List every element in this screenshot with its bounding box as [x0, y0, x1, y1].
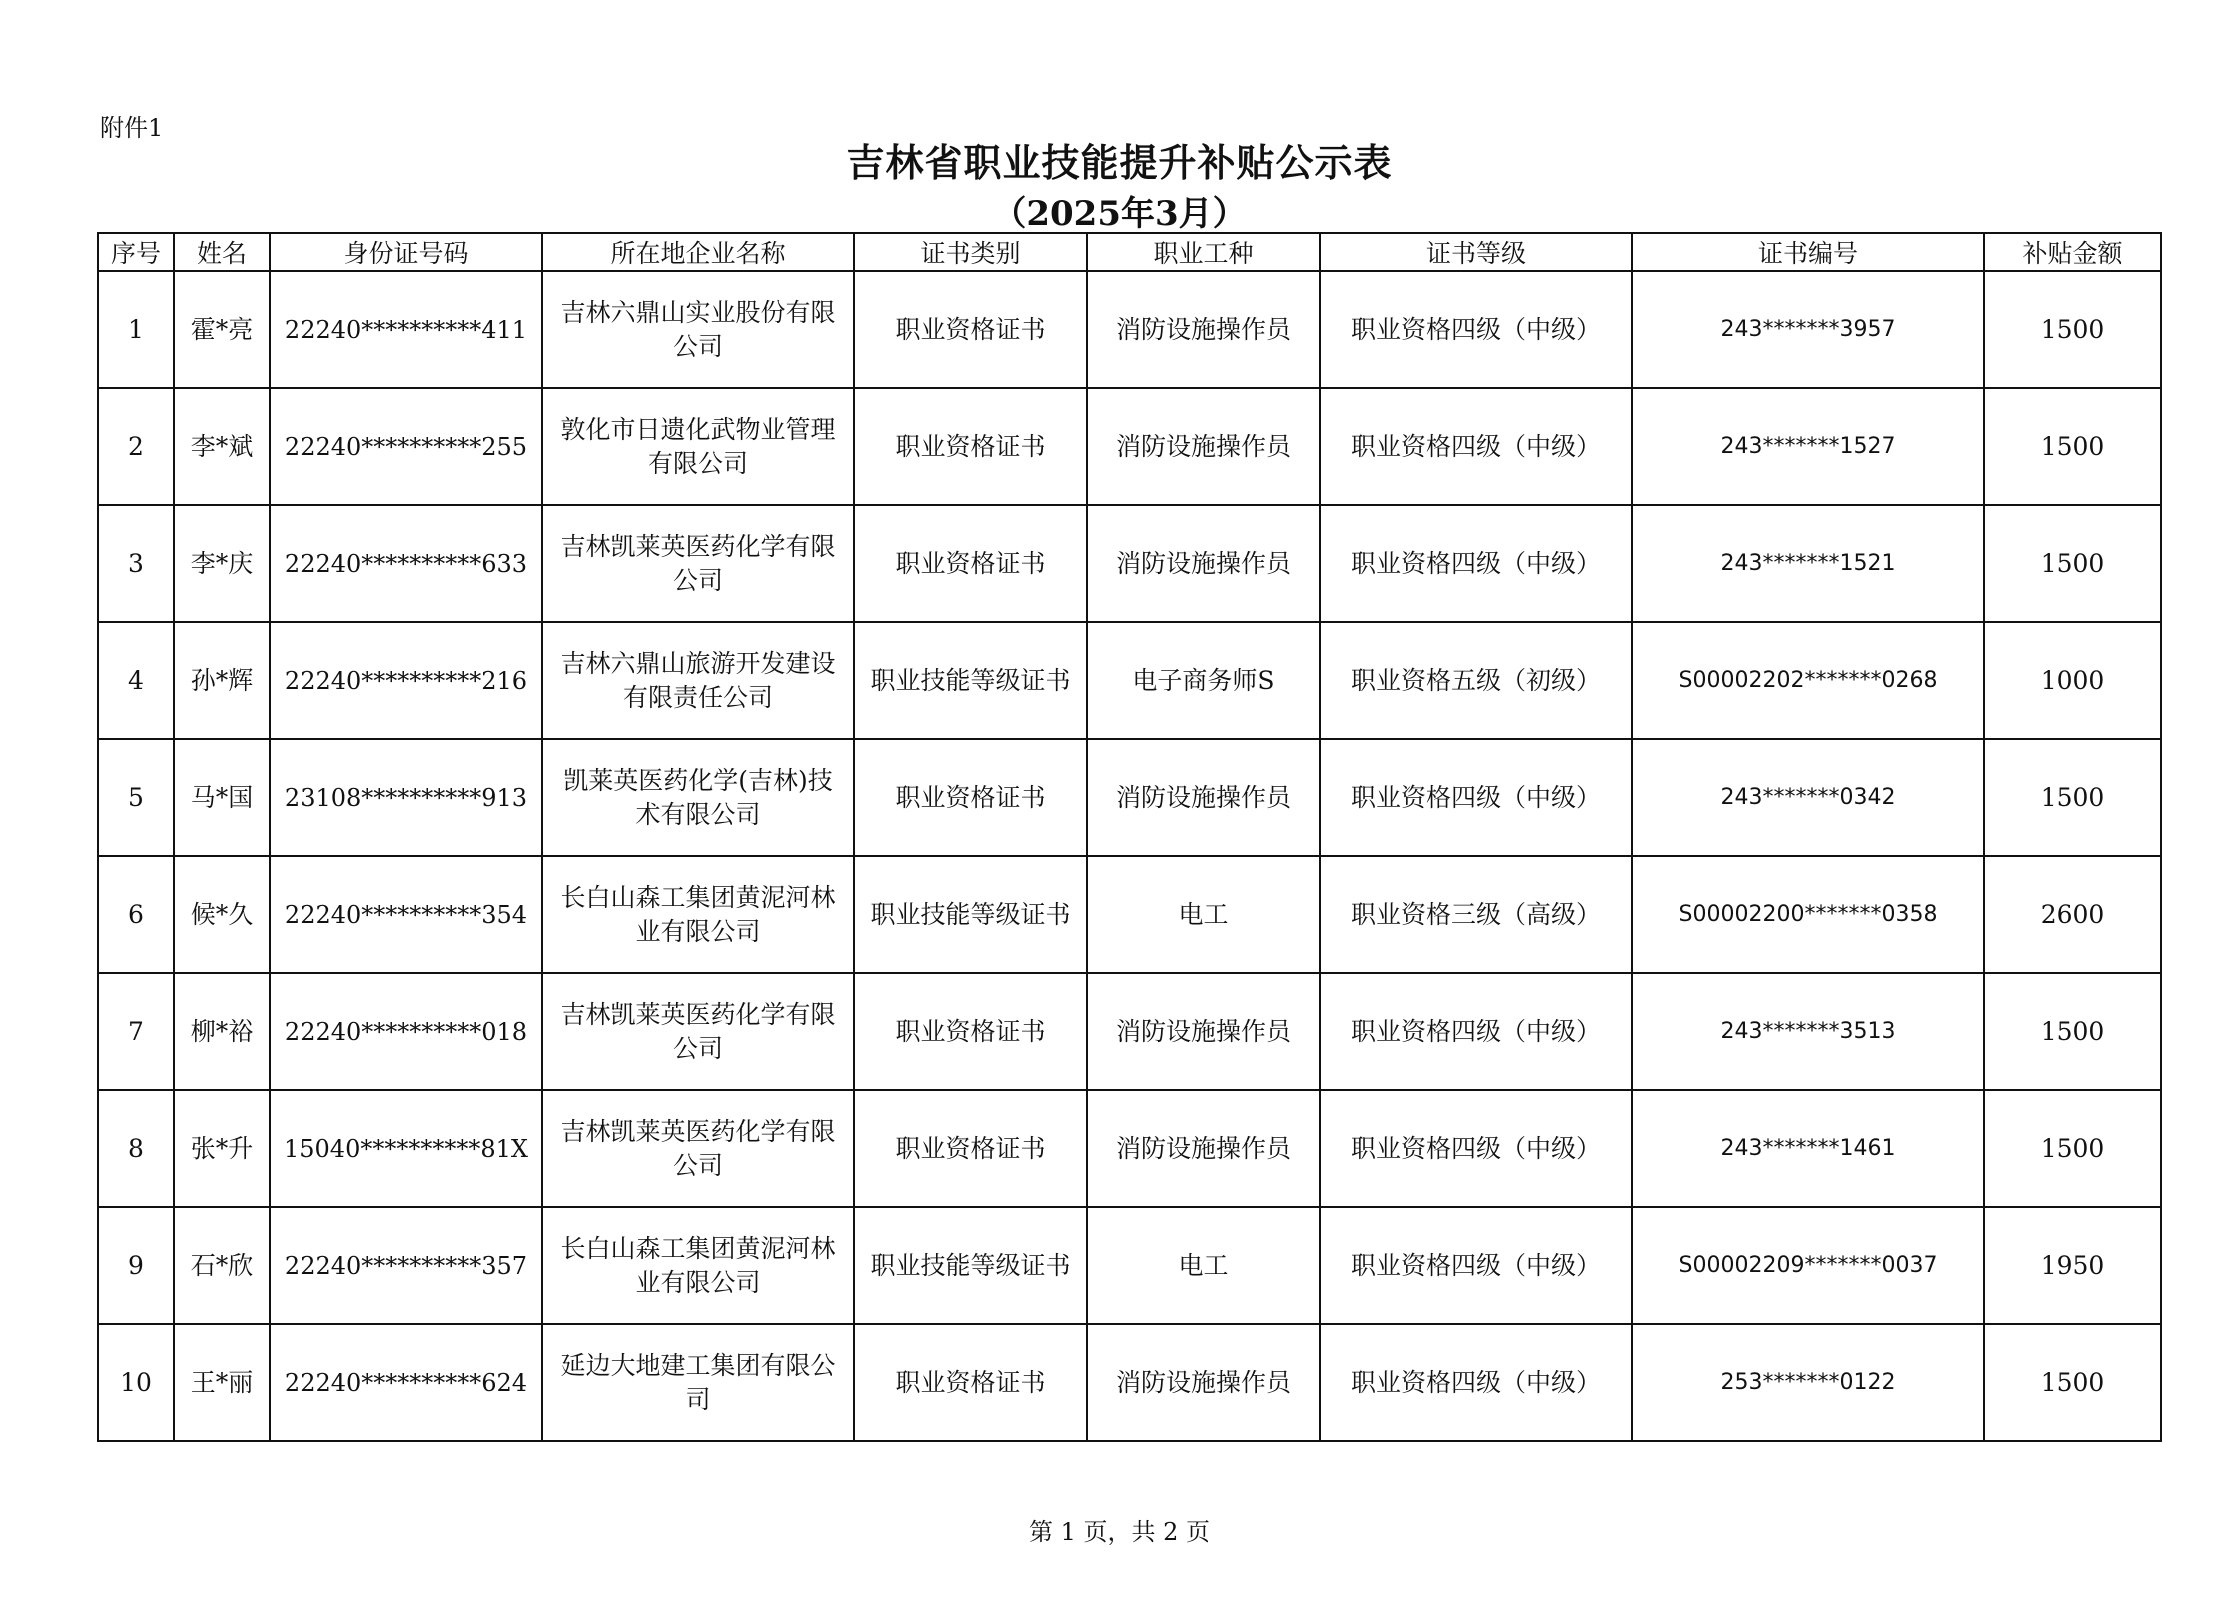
- cell-id: 22240**********633: [270, 505, 542, 622]
- cell-company: 吉林凯莱英医药化学有限公司: [542, 973, 854, 1090]
- cell-cert-no: 243*******0342: [1632, 739, 1984, 856]
- cell-level: 职业资格四级（中级）: [1320, 1324, 1632, 1441]
- cell-level: 职业资格四级（中级）: [1320, 271, 1632, 388]
- table-row: [98, 856, 2161, 973]
- table-row: [98, 1207, 2161, 1324]
- cell-level: 职业资格四级（中级）: [1320, 973, 1632, 1090]
- cell-amount: 1000: [1984, 622, 2161, 739]
- cell-level: 职业资格四级（中级）: [1320, 1090, 1632, 1207]
- cell-occupation: 消防设施操作员: [1087, 388, 1320, 505]
- cell-amount: 1500: [1984, 271, 2161, 388]
- cell-amount: 2600: [1984, 856, 2161, 973]
- cell-cert-type: 职业资格证书: [854, 973, 1087, 1090]
- cell-amount: 1500: [1984, 388, 2161, 505]
- cell-amount: 1950: [1984, 1207, 2161, 1324]
- table-row: [98, 271, 2161, 388]
- cell-id: 22240**********357: [270, 1207, 542, 1324]
- cell-id: 22240**********411: [270, 271, 542, 388]
- cell-occupation: 消防设施操作员: [1087, 271, 1320, 388]
- cell-cert-type: 职业资格证书: [854, 271, 1087, 388]
- cell-no: 3: [98, 505, 174, 622]
- cell-id: 22240**********018: [270, 973, 542, 1090]
- cell-occupation: 消防设施操作员: [1087, 1324, 1320, 1441]
- document-subtitle: （2025年3月）: [992, 194, 1247, 234]
- cell-id: 22240**********354: [270, 856, 542, 973]
- cell-level: 职业资格四级（中级）: [1320, 739, 1632, 856]
- cell-cert-no: 253*******0122: [1632, 1324, 1984, 1441]
- cell-name: 柳*裕: [174, 973, 270, 1090]
- cell-company: 吉林凯莱英医药化学有限公司: [542, 1090, 854, 1207]
- cell-cert-type: 职业技能等级证书: [854, 1207, 1087, 1324]
- cell-cert-type: 职业资格证书: [854, 388, 1087, 505]
- cell-company: 敦化市日遗化武物业管理有限公司: [542, 388, 854, 505]
- cell-id: 15040**********81X: [270, 1090, 542, 1207]
- table-row: [98, 1090, 2161, 1207]
- cell-no: 5: [98, 739, 174, 856]
- cell-company: 长白山森工集团黄泥河林业有限公司: [542, 856, 854, 973]
- cell-company: 吉林六鼎山旅游开发建设有限责任公司: [542, 622, 854, 739]
- cell-level: 职业资格三级（高级）: [1320, 856, 1632, 973]
- cell-cert-no: S00002209*******0037: [1632, 1207, 1984, 1324]
- cell-cert-type: 职业资格证书: [854, 505, 1087, 622]
- cell-no: 7: [98, 973, 174, 1090]
- cell-cert-type: 职业资格证书: [854, 739, 1087, 856]
- cell-name: 马*国: [174, 739, 270, 856]
- header-cert-type: 证书类别: [854, 233, 1087, 271]
- cell-cert-no: 243*******1527: [1632, 388, 1984, 505]
- cell-name: 石*欣: [174, 1207, 270, 1324]
- cell-cert-no: 243*******1521: [1632, 505, 1984, 622]
- cell-name: 候*久: [174, 856, 270, 973]
- table-row: [98, 505, 2161, 622]
- cell-cert-type: 职业技能等级证书: [854, 622, 1087, 739]
- cell-company: 延边大地建工集团有限公司: [542, 1324, 854, 1441]
- cell-company: 吉林六鼎山实业股份有限公司: [542, 271, 854, 388]
- cell-amount: 1500: [1984, 739, 2161, 856]
- table-row: [98, 388, 2161, 505]
- cell-name: 王*丽: [174, 1324, 270, 1441]
- table-header-row: [98, 233, 2161, 271]
- table-row: [98, 622, 2161, 739]
- cell-occupation: 消防设施操作员: [1087, 1090, 1320, 1207]
- cell-level: 职业资格四级（中级）: [1320, 388, 1632, 505]
- cell-cert-no: S00002202*******0268: [1632, 622, 1984, 739]
- table-row: [98, 739, 2161, 856]
- cell-occupation: 电子商务师S: [1087, 622, 1320, 739]
- cell-amount: 1500: [1984, 505, 2161, 622]
- cell-cert-no: 243*******3957: [1632, 271, 1984, 388]
- header-level: 证书等级: [1320, 233, 1632, 271]
- cell-no: 9: [98, 1207, 174, 1324]
- cell-cert-type: 职业资格证书: [854, 1090, 1087, 1207]
- subsidy-table: [97, 232, 2162, 1442]
- cell-amount: 1500: [1984, 1090, 2161, 1207]
- cell-occupation: 电工: [1087, 1207, 1320, 1324]
- cell-cert-type: 职业资格证书: [854, 1324, 1087, 1441]
- document-title: 吉林省职业技能提升补贴公示表: [846, 140, 1393, 185]
- cell-occupation: 消防设施操作员: [1087, 505, 1320, 622]
- cell-name: 李*庆: [174, 505, 270, 622]
- header-amount: 补贴金额: [1984, 233, 2161, 271]
- header-occupation: 职业工种: [1087, 233, 1320, 271]
- header-name: 姓名: [174, 233, 270, 271]
- cell-occupation: 电工: [1087, 856, 1320, 973]
- cell-amount: 1500: [1984, 973, 2161, 1090]
- cell-no: 2: [98, 388, 174, 505]
- cell-id: 22240**********216: [270, 622, 542, 739]
- cell-id: 22240**********255: [270, 388, 542, 505]
- cell-no: 10: [98, 1324, 174, 1441]
- header-company: 所在地企业名称: [542, 233, 854, 271]
- table-row: [98, 973, 2161, 1090]
- cell-id: 23108**********913: [270, 739, 542, 856]
- cell-no: 4: [98, 622, 174, 739]
- cell-name: 霍*亮: [174, 271, 270, 388]
- cell-company: 长白山森工集团黄泥河林业有限公司: [542, 1207, 854, 1324]
- page-footer: 第 1 页，共 2 页: [1028, 1518, 1211, 1546]
- table-row: [98, 1324, 2161, 1441]
- cell-level: 职业资格五级（初级）: [1320, 622, 1632, 739]
- cell-occupation: 消防设施操作员: [1087, 973, 1320, 1090]
- cell-name: 孙*辉: [174, 622, 270, 739]
- header-id: 身份证号码: [270, 233, 542, 271]
- cell-cert-no: S00002200*******0358: [1632, 856, 1984, 973]
- attachment-label: 附件1: [100, 114, 164, 142]
- header-cert-no: 证书编号: [1632, 233, 1984, 271]
- cell-level: 职业资格四级（中级）: [1320, 505, 1632, 622]
- cell-cert-no: 243*******1461: [1632, 1090, 1984, 1207]
- cell-no: 6: [98, 856, 174, 973]
- cell-no: 8: [98, 1090, 174, 1207]
- cell-no: 1: [98, 271, 174, 388]
- header-no: 序号: [98, 233, 174, 271]
- cell-level: 职业资格四级（中级）: [1320, 1207, 1632, 1324]
- cell-name: 张*升: [174, 1090, 270, 1207]
- cell-name: 李*斌: [174, 388, 270, 505]
- cell-id: 22240**********624: [270, 1324, 542, 1441]
- cell-cert-type: 职业技能等级证书: [854, 856, 1087, 973]
- cell-company: 吉林凯莱英医药化学有限公司: [542, 505, 854, 622]
- cell-amount: 1500: [1984, 1324, 2161, 1441]
- cell-occupation: 消防设施操作员: [1087, 739, 1320, 856]
- cell-company: 凯莱英医药化学(吉林)技术有限公司: [542, 739, 854, 856]
- cell-cert-no: 243*******3513: [1632, 973, 1984, 1090]
